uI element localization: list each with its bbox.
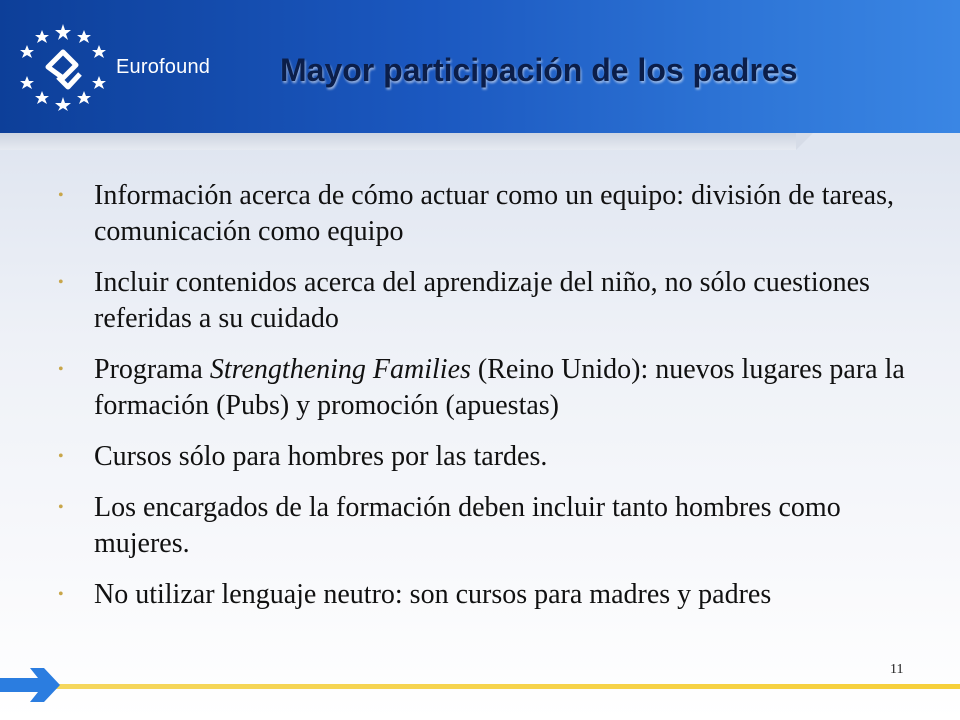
bullet-list <box>58 178 918 628</box>
bullet-dot-icon: • <box>58 187 64 204</box>
bullet-text: Cursos sólo para hombres por las tardes. <box>94 441 548 472</box>
slide-title: Mayor participación de los padres <box>280 52 798 88</box>
bullet-text: Incluir contenidos acerca del aprendizaje del niño, no sólo cuestiones referidas a su cuidado <box>94 267 870 334</box>
bullet-text-pre: Programa <box>94 354 210 385</box>
brand-name: Eurofound <box>116 56 211 78</box>
bullet-text: Información acerca de cómo actuar como un equipo: división de tareas, comunicación como equipo <box>94 180 895 247</box>
bullet-item <box>58 178 918 250</box>
bullet-text-emphasis: Strengthening Families <box>209 354 471 385</box>
bullet-text: No utilizar lenguaje neutro: son cursos para madres y padres <box>94 579 772 610</box>
bullet-dot-icon: • <box>58 274 64 291</box>
bullet-text: Los encargados de la formación deben incluir tanto hombres como mujeres. <box>94 492 841 559</box>
bullet-dot-icon: • <box>58 361 64 378</box>
bullet-item <box>58 490 918 562</box>
footer-accent-line <box>40 684 960 689</box>
bullet-item <box>58 352 918 424</box>
bullet-item <box>58 577 918 613</box>
bullet-dot-icon: • <box>58 586 64 603</box>
eurofound-stars-logo-icon <box>18 22 108 112</box>
bullet-text-post: (Reino Unido): nuevos lugares para la formación (Pubs) y promoción (apuestas) <box>94 354 905 421</box>
bullet-dot-icon: • <box>58 448 64 465</box>
bullet-item <box>58 265 918 337</box>
bullet-item <box>58 439 918 475</box>
header-underline-slant <box>796 133 813 150</box>
header-underline-band <box>0 133 796 150</box>
bullet-dot-icon: • <box>58 499 64 516</box>
page-number: 11 <box>890 662 904 677</box>
arrow-right-icon <box>0 660 70 710</box>
